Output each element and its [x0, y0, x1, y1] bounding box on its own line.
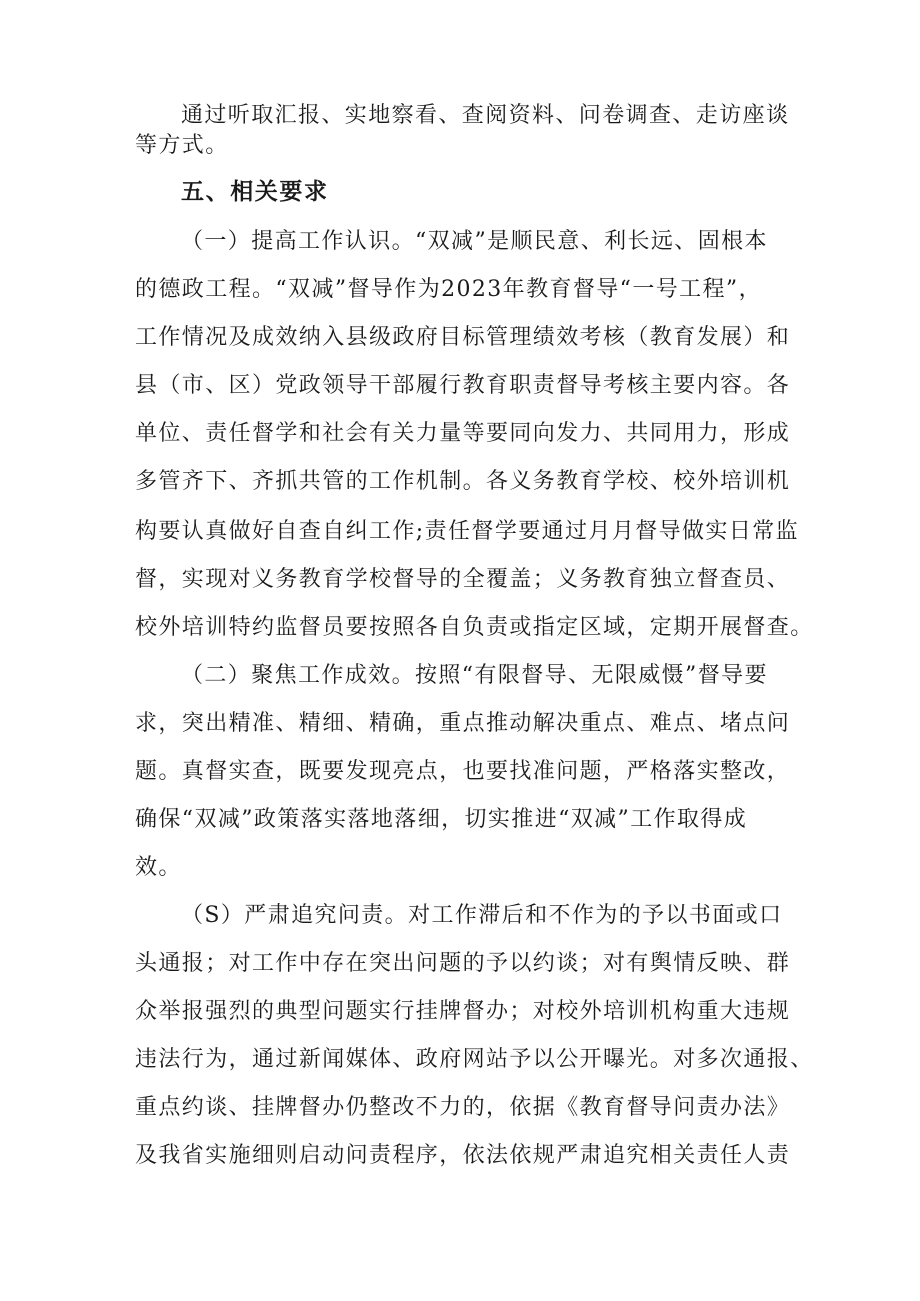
para-3-line-6: 及我省实施细则启动问责程序，依法依规严肃追究相关责任人责: [135, 1143, 791, 1168]
intro-line-1: 通过听取汇报、实地察看、查阅资料、问卷调查、走访座谈: [181, 103, 790, 128]
para-1-line-2: 的德政工程。“双减”督导作为2023年教育督导“一号工程”，: [135, 277, 762, 302]
intro-line-2: 等方式。: [135, 133, 229, 158]
para-2-line-4: 确保“双减”政策落实落地落细，切实推进“双减”工作取得成: [135, 807, 748, 832]
para-1-line-1: （一）提高工作认识。“双减”是顺民意、利长远、固根本: [181, 229, 768, 254]
para-1-line-7: 构要认真做好自查自纠工作;责任督学要通过月月督导做实日常监: [135, 519, 800, 544]
para-1-line-4: 县（市、区）党政领导干部履行教育职责督导考核主要内容。各: [135, 373, 791, 398]
para-3-line-1: （S）严肃追究问责。对工作滞后和不作为的予以书面或口: [181, 903, 783, 928]
section-heading: 五、相关要求: [181, 179, 329, 205]
para-1-line-8: 督，实现对义务教育学校督导的全覆盖；义务教育独立督查员、: [135, 567, 791, 592]
para-2-line-1: （二）聚焦工作成效。按照“有限督导、无限威慑”督导要: [181, 663, 768, 688]
para-1-line-5: 单位、责任督学和社会有关力量等要同向发力、共同用力，形成: [135, 421, 791, 446]
para-2-line-2: 求，突出精准、精细、精确，重点推动解决重点、难点、堵点问: [135, 711, 791, 736]
para-3-line-4: 违法行为，通过新闻媒体、政府网站予以公开曝光。对多次通报、: [135, 1047, 814, 1072]
para-1-line-6: 多管齐下、齐抓共管的工作机制。各义务教育学校、校外培训机: [135, 469, 791, 494]
para-3-line-3: 众举报强烈的典型问题实行挂牌督办；对校外培训机构重大违规: [135, 999, 791, 1024]
para-1-line-3: 工作情况及成效纳入县级政府目标管理绩效考核（教育发展）和: [135, 325, 791, 350]
para-2-line-5: 效。: [135, 855, 182, 880]
para-1-line-9: 校外培训特约监督员要按照各自负责或指定区域，定期开展督查。: [135, 615, 814, 640]
para-2-line-3: 题。真督实查，既要发现亮点，也要找准问题，严格落实整改，: [135, 759, 791, 784]
para-3-line-5: 重点约谈、挂牌督办仍整改不力的，依据《教育督导问责办法》: [135, 1095, 791, 1120]
para-3-line-2: 头通报；对工作中存在突出问题的予以约谈；对有舆情反映、群: [135, 951, 791, 976]
